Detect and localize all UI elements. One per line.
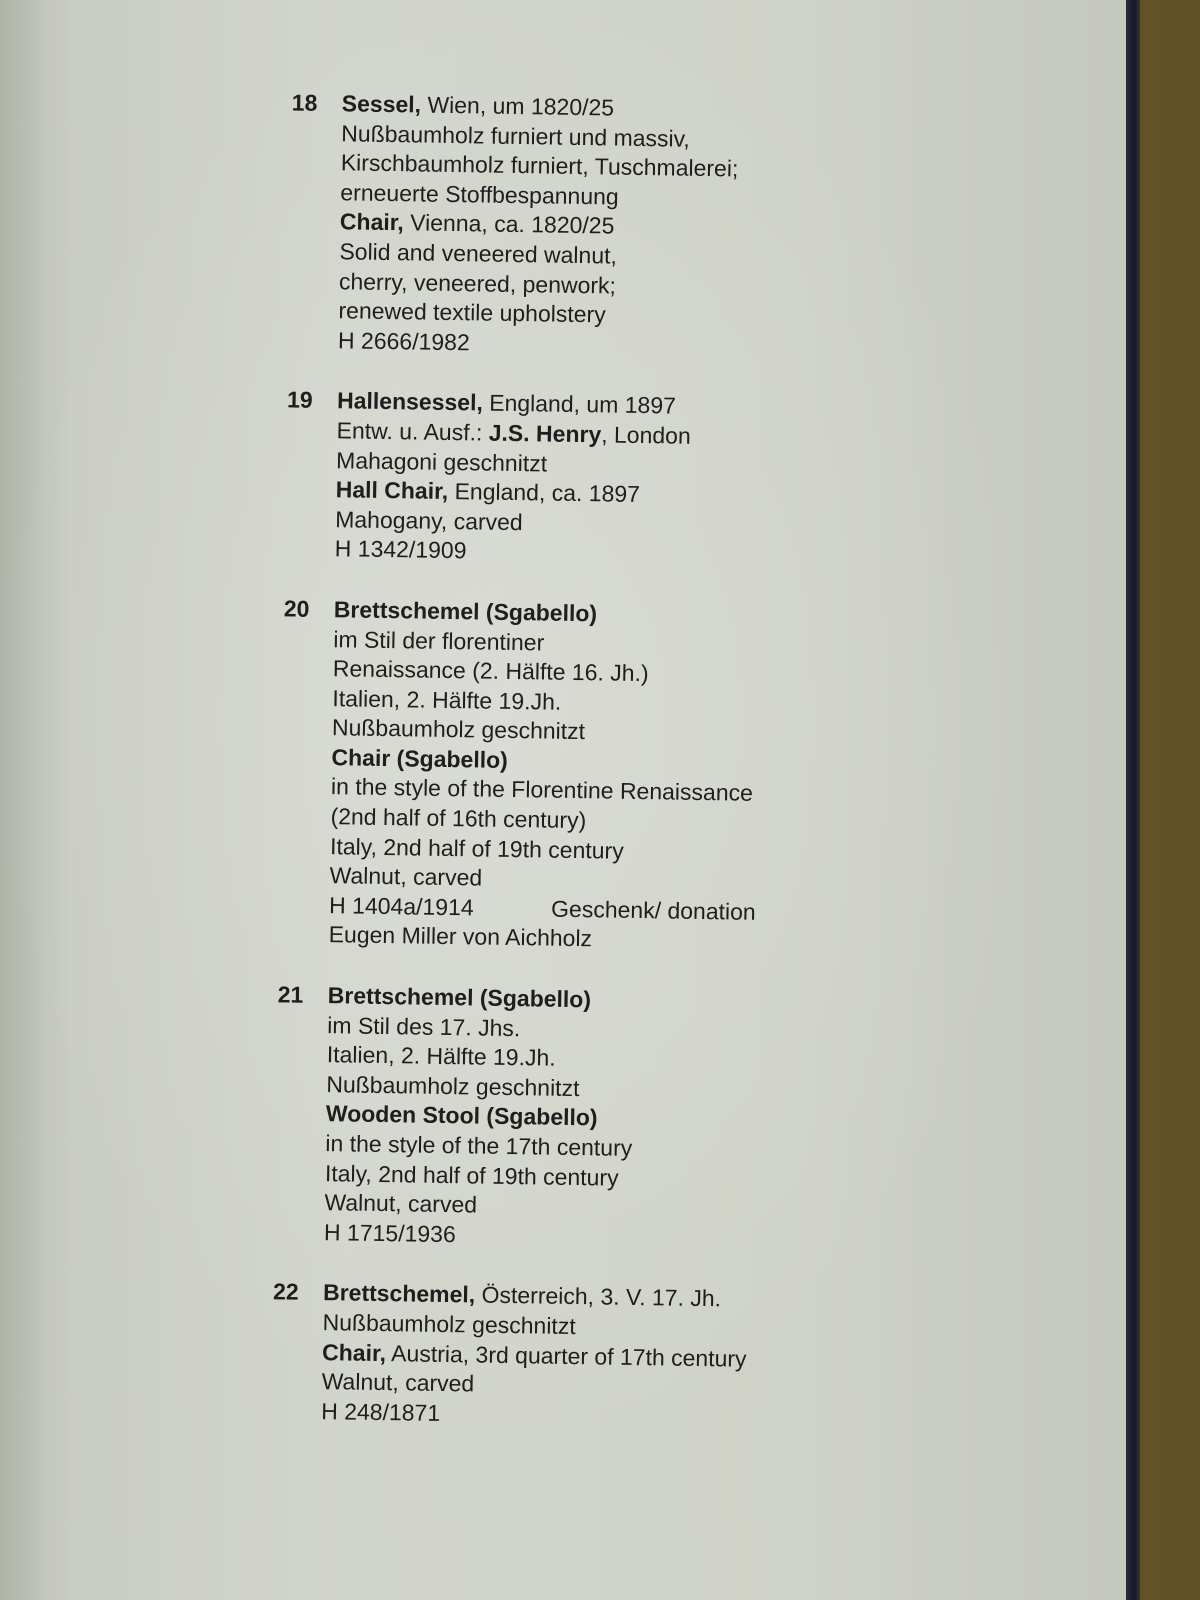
line-text: Renaissance (2. Hälfte 16. Jh.) — [332, 655, 649, 687]
line-text: renewed textile upholstery — [338, 297, 606, 328]
line-title: Hall Chair, — [335, 476, 449, 505]
line-text: Walnut, carved — [321, 1368, 475, 1397]
line-text: Kirschbaumholz furniert, Tuschmalerei; — [340, 149, 739, 182]
entry-number: 22 — [272, 1278, 299, 1306]
line-text: Nußbaumholz geschnitzt — [322, 1309, 576, 1340]
line-text: Italy, 2nd half of 19th century — [324, 1159, 619, 1191]
line-text: Nußbaumholz geschnitzt — [331, 714, 586, 745]
line-text: Nußbaumholz geschnitzt — [326, 1070, 580, 1101]
line-text: Walnut, carved — [329, 862, 483, 891]
entry-number: 18 — [291, 89, 318, 116]
line-text: cherry, veneered, penwork; — [338, 267, 617, 299]
line-text: England, um 1897 — [482, 389, 677, 419]
line-text: im Stil des 17. Jhs. — [327, 1011, 521, 1041]
placard-edge — [1126, 0, 1140, 1600]
line-text: Entw. u. Ausf.: — [336, 417, 489, 446]
line-title: J.S. Henry — [488, 419, 602, 448]
line-text: H 2666/1982 — [337, 326, 470, 356]
line-note: Geschenk/ donation — [550, 895, 756, 925]
line-title: Chair, — [339, 208, 405, 236]
line-text: Mahogany, carved — [335, 505, 523, 535]
line-title: Chair (Sgabello) — [331, 744, 509, 773]
line-text: Italien, 2. Hälfte 19.Jh. — [332, 684, 562, 715]
catalogue-entry — [244, 980, 848, 1256]
line-title: Wooden Stool (Sgabello) — [325, 1100, 598, 1131]
line-text: Mahagoni geschnitzt — [335, 446, 548, 477]
line-text: Eugen Miller von Aichholz — [328, 921, 593, 952]
line-text: H 248/1871 — [321, 1397, 441, 1426]
line-title: Chair, — [321, 1338, 387, 1366]
line-text: in the style of the Florentine Renaissance — [330, 773, 754, 807]
entry-number: 21 — [277, 981, 304, 1008]
entry-number: 19 — [286, 386, 313, 414]
placard-shadow — [0, 0, 70, 1600]
catalogue-entry — [255, 385, 858, 572]
line-text: Italy, 2nd half of 19th century — [329, 832, 624, 864]
line-text: Vienna, ca. 1820/25 — [403, 209, 615, 239]
entry-text — [335, 387, 858, 573]
line-text: in the style of the 17th century — [325, 1130, 633, 1161]
line-title: Brettschemel, — [322, 1279, 476, 1308]
line-text: H 1342/1909 — [334, 535, 467, 564]
catalogue-entries — [241, 88, 862, 1466]
catalogue-entry — [248, 594, 854, 959]
entry-text — [321, 1278, 843, 1434]
catalogue-entry — [258, 88, 862, 364]
entry-number: 20 — [283, 595, 310, 622]
entry-text — [324, 981, 848, 1255]
line-text: Italien, 2. Hälfte 19.Jh. — [326, 1041, 556, 1071]
line-title: Hallensessel, — [336, 387, 484, 416]
line-text: Wien, um 1820/25 — [420, 91, 615, 121]
line-text: erneuerte Stoffbespannung — [340, 179, 619, 210]
entry-text — [338, 89, 862, 363]
line-title: Brettschemel (Sgabello) — [333, 596, 598, 627]
line-text: Österreich, 3. V. 17. Jh. — [474, 1281, 722, 1312]
line-text: im Stil der florentiner — [333, 625, 545, 656]
line-text: H 1404a/1914 — [328, 892, 474, 921]
line-text: Nußbaumholz furniert und massiv, — [341, 119, 691, 152]
line-text: H 1715/1936 — [323, 1218, 456, 1247]
line-title: Brettschemel (Sgabello) — [327, 982, 592, 1013]
line-text: Austria, 3rd quarter of 17th century — [385, 1339, 747, 1372]
line-text: , London — [601, 421, 691, 449]
line-text: England, ca. 1897 — [447, 478, 641, 508]
line-text: (2nd half of 16th century) — [330, 803, 587, 834]
line-text: Solid and veneered walnut, — [339, 238, 618, 269]
line-text: Walnut, carved — [324, 1189, 478, 1218]
line-title: Sessel, — [341, 90, 422, 118]
entry-text — [328, 595, 854, 958]
catalogue-entry — [241, 1277, 843, 1434]
